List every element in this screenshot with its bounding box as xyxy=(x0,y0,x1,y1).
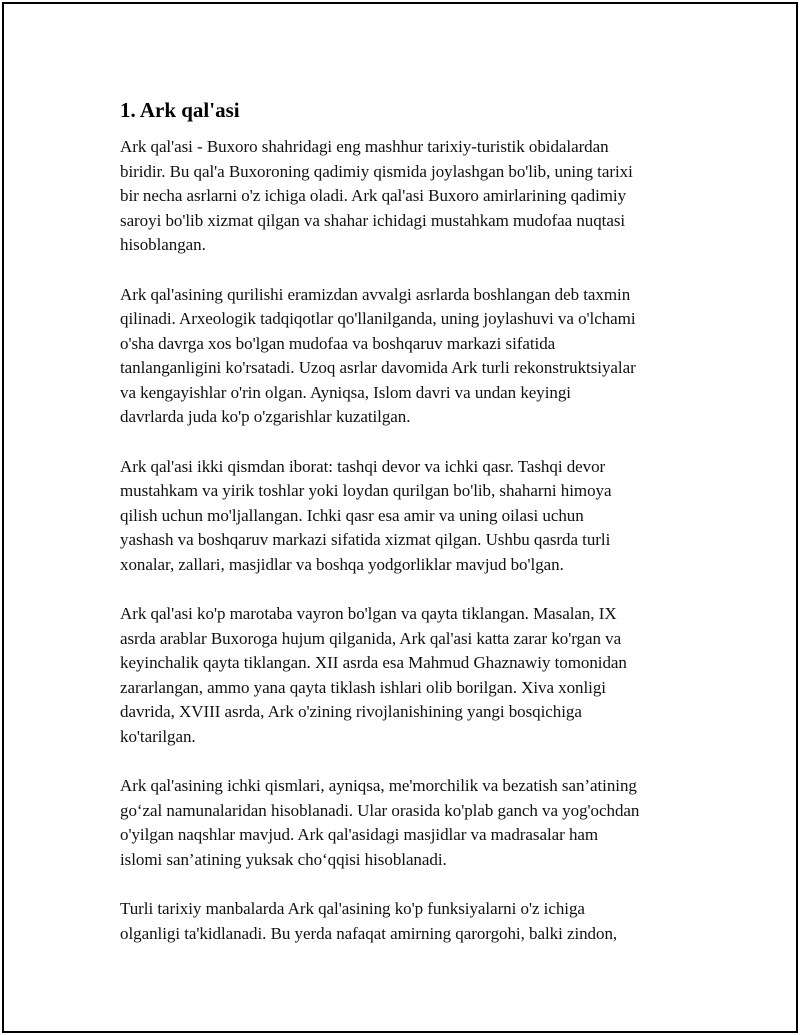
text-line: asrda arablar Buxoroga hujum qilganida, Ark qal'asi katta zarar ko'rgan va xyxy=(120,628,622,648)
text-line: Ark qal'asi ko'p marotaba vayron bo'lgan va qayta tiklangan. Masalan, IX xyxy=(120,604,617,623)
text-line: saroyi bo'lib xizmat qilgan va shahar ichidagi mustahkam mudofaa nuqtasi xyxy=(120,210,626,230)
text-line: biridir. Bu qal'a Buxoroning qadimiy qismida joylashgan bo'lib, uning tarixi xyxy=(120,161,633,181)
text-line: davrlarda juda ko'p o'zgarishlar kuzatilgan. xyxy=(120,407,411,426)
text-line: yashash va boshqaruv markazi sifatida xizmat qilgan. Ushbu qasrda turli xyxy=(120,530,611,549)
text-line: zararlangan, ammo yana qayta tiklash ishlari olib borilgan. Xiva xonligi xyxy=(120,677,606,697)
paragraph xyxy=(120,774,695,872)
text-line: va kengayishlar o'rin olgan. Ayniqsa, Islom davri va undan keyingi xyxy=(120,382,571,402)
text-line: keyinchalik qayta tiklangan. XII asrda esa Mahmud Ghaznawiy tomonidan xyxy=(120,653,627,672)
text-line: Ark qal'asining ichki qismlari, ayniqsa, me'morchilik va bezatish san’atining xyxy=(120,776,637,795)
text-line: go‘zal namunalaridan hisoblanadi. Ular orasida ko'plab ganch va yog'ochdan xyxy=(120,800,640,820)
paragraph xyxy=(120,602,695,749)
text-line: davrida, XVIII asrda, Ark o'zining rivojlanishining yangi bosqichiga xyxy=(120,702,582,721)
text-line: qilinadi. Arxeologik tadqiqotlar qo'llanilganda, uning joylashuvi va o'lchami xyxy=(120,309,636,328)
text-line: tanlanganligini ko'rsatadi. Uzoq asrlar davomida Ark turli rekonstruktsiyalar xyxy=(120,358,636,377)
text-line: Ark qal'asi - Buxoro shahridagi eng mashhur tarixiy-turistik obidalardan xyxy=(120,137,609,156)
text-line: Ark qal'asi ikki qismdan iborat: tashqi devor va ichki qasr. Tashqi devor xyxy=(120,456,606,476)
text-line: o'sha davrga xos bo'lgan mudofaa va boshqaruv markazi sifatida xyxy=(120,333,556,353)
document-page xyxy=(2,2,798,1033)
paragraph xyxy=(120,897,695,946)
text-line: Ark qal'asining qurilishi eramizdan avvalgi asrlarda boshlangan deb taxmin xyxy=(120,284,631,304)
text-line: xonalar, zallari, masjidlar va boshqa yodgorliklar mavjud bo'lgan. xyxy=(120,554,564,574)
text-line: mustahkam va yirik toshlar yoki loydan qurilgan bo'lib, shaharni himoya xyxy=(120,481,612,500)
text-line: qilish uchun mo'ljallangan. Ichki qasr esa amir va uning oilasi uchun xyxy=(120,505,584,525)
text-line: bir necha asrlarni o'z ichiga oladi. Ark qal'asi Buxoro amirlarining qadimiy xyxy=(120,186,627,205)
text-line: o'yilgan naqshlar mavjud. Ark qal'asidagi masjidlar va madrasalar ham xyxy=(120,825,599,844)
text-line: ko'tarilgan. xyxy=(120,726,196,746)
section-heading: 1. Ark qal'asi xyxy=(120,98,240,122)
text-line: Turli tarixiy manbalarda Ark qal'asining ko'p funksiyalarni o'z ichiga xyxy=(120,899,585,918)
paragraph xyxy=(120,283,695,430)
paragraph xyxy=(120,135,695,258)
document-body xyxy=(120,97,695,971)
text-line: islomi san’atining yuksak cho‘qqisi hisoblanadi. xyxy=(120,849,447,869)
paragraph xyxy=(120,455,695,578)
text-line: hisoblangan. xyxy=(120,235,206,254)
text-line: olganligi ta'kidlanadi. Bu yerda nafaqat amirning qarorgohi, balki zindon, xyxy=(120,923,618,943)
